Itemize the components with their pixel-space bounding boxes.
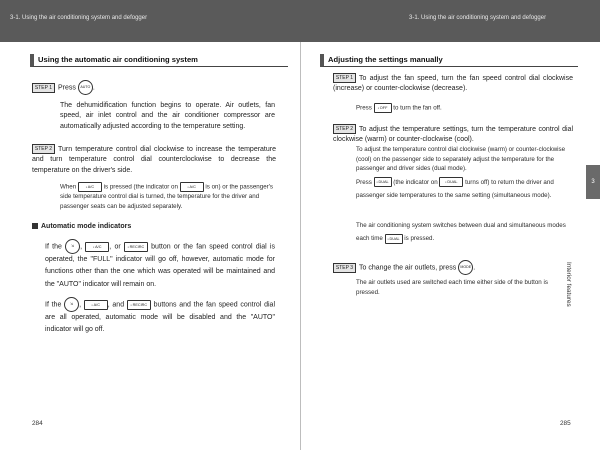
dual-button-icon: ▪ DUAL [385,234,403,244]
dual-cycle-line [356,219,570,246]
note-text-1: When [60,183,77,191]
square-bullet-icon [32,223,38,229]
dual-text-1: Press [356,179,372,186]
left-paragraph-1: If the ⇲ , ▪ A/C , or ▪ RECIRC button or the fan speed control dial is operated, the "FULL" indicator will go off, however, automatic mode for functions other than the one which was operated will be maintained and the "AUTO" indicator will remain on. [45,239,275,291]
para1-text-2: button or the fan speed control dial is operated, the "FULL" indicator will go off, however, automatic mode for functions other than the one which was operated will be maintained and the "AUTO" indicator will remain on. [45,243,275,288]
press-off-line [356,103,570,113]
left-paragraph-2: If the ⇲ , ▪ A/C , and ▪ RECIRC buttons and the fan speed control dial are all operated, automatic mode will be disabled and the "AUTO" indicator will go off. [45,297,275,337]
automatic-mode-subheading [32,222,272,232]
left-step2 [32,144,276,176]
chapter-tab: 3 [586,165,600,199]
page-spread-divider [300,42,301,450]
left-note [60,182,276,211]
right-step3-text: To change the air outlets, press [359,264,457,272]
left-step1 [32,80,280,95]
right-step2 [333,124,573,146]
right-step3-subtext: The air outlets used are switched each time either side of the button is pressed. [356,279,548,296]
ac-indicator-icon: ▪ A/C [84,300,108,310]
step2-text: Turn temperature control dial clockwise to increase the temperature and turn temperature control dial counterclockwise to decrease the temperature on the driver's side. [32,145,276,174]
recirc-indicator-icon: ▪ RECIRC [124,242,148,252]
step-badge: STEP 3 [333,263,356,273]
right-step2-text: To adjust the temperature settings, turn the temperature control dial clockwise (warm) or counter-clockwise (cool). [333,125,573,144]
para2-text-1: If the [45,301,62,309]
left-running-header: 3-1. Using the air conditioning system and defogger [10,15,148,21]
right-step1 [333,73,573,95]
step-badge: STEP 1 [32,83,55,93]
recirc-indicator-icon: ▪ RECIRC [127,300,151,310]
press-off-text-1: Press [356,104,372,112]
right-page-number: 285 [560,420,571,427]
right-step1-text: To adjust the fan speed, turn the fan speed control dial clockwise (increase) or counter-clockwise (decrease). [333,74,573,93]
fan-mode-icon: ⇲ [65,239,80,254]
dual-text-3: turns off) to return the driver and passenger side temperatures to the same setting (simultaneous mode). [356,179,554,200]
ac-indicator-icon: ▪ A/C [180,182,204,192]
dual-press-line [356,176,570,203]
right-running-header: 3-1. Using the air conditioning system and defogger [409,15,547,21]
dual-text-2: (the indicator on [393,179,438,186]
press-off-text-2: to turn the fan off. [393,104,442,112]
left-section-heading: Using the automatic air conditioning system [30,54,288,67]
fan-off-button-icon: ▪ OFF [374,103,392,113]
auto-button-icon: AUTO [78,80,93,95]
ac-indicator-icon: ▪ A/C [85,242,109,252]
chapter-side-label: Interior features [565,262,572,307]
right-step2-subtext: To adjust the temperature control dial clockwise (warm) or counter-clockwise (cool) on the passenger side to separately adjust the temperature for the passenger and driver sides (dual mode). [356,146,566,173]
step-badge: STEP 2 [333,124,356,134]
right-step3 [333,260,573,275]
step-badge: STEP 2 [32,144,55,154]
cycle-text-2: is pressed. [404,235,435,243]
left-step1-description: The dehumidification function begins to operate. Air outlets, fan speed, air inlet control and the air conditioner compressor are automatically adjusted according to the temperature setting. [60,102,275,130]
fan-mode-icon: ⇲ [64,297,79,312]
para2-sep: , and [107,301,125,309]
subheading-text: Automatic mode indicators [41,223,132,230]
ac-indicator-icon: ▪ A/C [78,182,102,192]
note-text-2: is pressed (the indicator on [103,183,178,191]
dual-button-icon: ▪ DUAL [374,177,392,187]
right-section-heading: Adjusting the settings manually [320,54,578,67]
step-badge: STEP 1 [333,73,356,83]
para1-text-1: If the [45,243,62,251]
note-text-3: is on) or the passenger's side temperature control dial is turned, the temperature for the driver and passenger seats can be adjusted separately. [60,183,273,210]
page-header-bar [0,0,600,42]
dual-indicator-icon: ▪ DUAL [439,177,463,187]
left-page-number: 284 [32,420,43,427]
para2-text-2: buttons and the fan speed control dial are all operated, automatic mode will be disabled and the "AUTO" indicator will go off. [45,301,275,334]
step1-end: . [92,84,95,92]
mode-button-icon: MODE [458,260,473,275]
cycle-text-1: The air conditioning system switches between dual and simultaneous modes each time [356,222,566,243]
para1-sep: , or [109,243,121,251]
step1-text: Press [58,84,76,92]
step3-end: . [473,264,476,272]
